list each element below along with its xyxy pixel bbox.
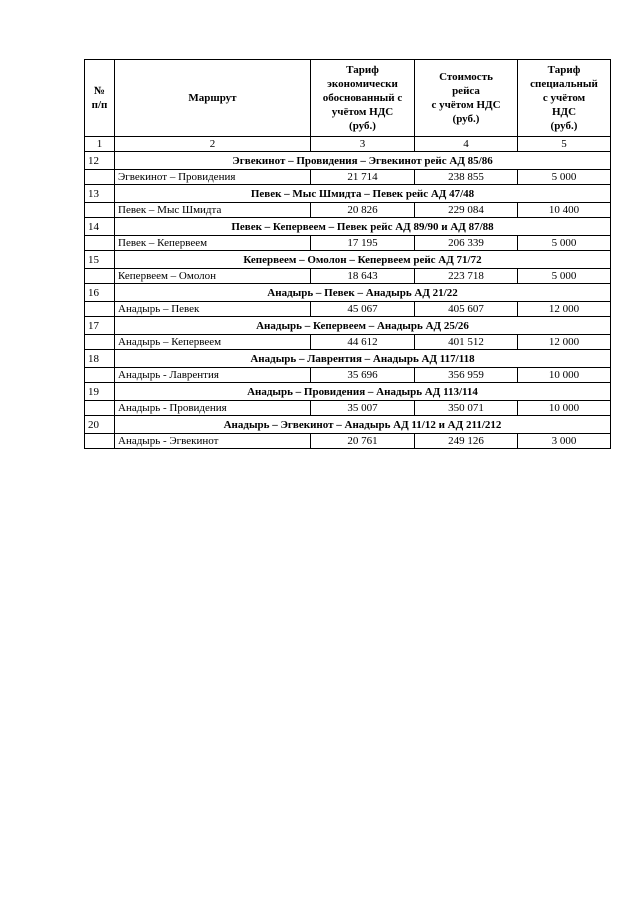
tariff-special: 12 000 <box>518 302 611 317</box>
header-text-line: Тариф <box>547 64 581 76</box>
row-number: 16 <box>85 284 115 302</box>
row-number: 20 <box>85 416 115 434</box>
route-heading-row <box>85 185 611 203</box>
flight-cost: 405 607 <box>415 302 518 317</box>
route-heading-row <box>85 251 611 269</box>
table-row <box>85 302 611 317</box>
row-number: 19 <box>85 383 115 401</box>
route-heading-row <box>85 152 611 170</box>
header-text-line: рейса <box>452 85 480 97</box>
header-row <box>85 60 611 137</box>
table-row <box>85 203 611 218</box>
row-number: 13 <box>85 185 115 203</box>
column-number: 1 <box>85 137 115 152</box>
flight-cost: 206 339 <box>415 236 518 251</box>
empty-cell <box>85 170 115 185</box>
route-title: Эгвекинот – Провидения – Эгвекинот рейс АД 85/86 <box>115 152 611 170</box>
empty-cell <box>85 335 115 350</box>
route-heading-row <box>85 317 611 335</box>
route-title: Анадырь – Певек – Анадырь АД 21/22 <box>115 284 611 302</box>
tariff-economic: 17 195 <box>311 236 415 251</box>
header-text-line: Стоимость <box>439 71 493 83</box>
flight-cost: 238 855 <box>415 170 518 185</box>
table-row <box>85 269 611 284</box>
column-number: 4 <box>415 137 518 152</box>
route-name: Певек – Кепервеем <box>115 236 311 251</box>
header-text-line: № <box>93 85 106 97</box>
route-title: Анадырь – Кепервеем – Анадырь АД 25/26 <box>115 317 611 335</box>
flight-cost: 249 126 <box>415 434 518 449</box>
tariff-special: 5 000 <box>518 236 611 251</box>
tariff-economic: 44 612 <box>311 335 415 350</box>
header-text-line: Тариф <box>346 64 379 76</box>
header-text-line: с учётом <box>542 92 586 104</box>
header-flight-cost <box>415 60 518 137</box>
row-number: 14 <box>85 218 115 236</box>
column-number: 5 <box>518 137 611 152</box>
flight-cost: 229 084 <box>415 203 518 218</box>
tariff-economic: 35 007 <box>311 401 415 416</box>
row-number: 18 <box>85 350 115 368</box>
empty-cell <box>85 302 115 317</box>
header-text-line: обоснованный с <box>322 92 403 104</box>
route-heading-row <box>85 284 611 302</box>
flight-cost: 223 718 <box>415 269 518 284</box>
header-route <box>115 60 311 137</box>
route-name: Анадырь – Кепервеем <box>115 335 311 350</box>
tariff-special: 12 000 <box>518 335 611 350</box>
header-text-line: (руб.) <box>349 120 376 132</box>
tariff-special: 5 000 <box>518 269 611 284</box>
empty-cell <box>85 236 115 251</box>
table-row <box>85 236 611 251</box>
route-heading-row <box>85 350 611 368</box>
column-number-row <box>85 137 611 152</box>
empty-cell <box>85 203 115 218</box>
table-row <box>85 434 611 449</box>
empty-cell <box>85 401 115 416</box>
route-name: Эгвекинот – Провидения <box>115 170 311 185</box>
tariff-table <box>84 59 611 449</box>
route-title: Анадырь – Эгвекинот – Анадырь АД 11/12 и АД 211/212 <box>115 416 611 434</box>
route-name: Анадырь - Лаврентия <box>115 368 311 383</box>
header-text-line: п/п <box>91 99 108 111</box>
header-text-line: Маршрут <box>188 92 237 104</box>
header-text-line: (руб.) <box>550 120 578 132</box>
route-heading-row <box>85 416 611 434</box>
tariff-economic: 20 761 <box>311 434 415 449</box>
row-number: 15 <box>85 251 115 269</box>
table-row <box>85 335 611 350</box>
header-text-line: НДС <box>551 106 577 118</box>
tariff-economic: 20 826 <box>311 203 415 218</box>
tariff-economic: 18 643 <box>311 269 415 284</box>
empty-cell <box>85 269 115 284</box>
route-name: Певек – Мыс Шмидта <box>115 203 311 218</box>
tariff-special: 10 400 <box>518 203 611 218</box>
table-row <box>85 170 611 185</box>
tariff-special: 3 000 <box>518 434 611 449</box>
empty-cell <box>85 368 115 383</box>
route-name: Анадырь - Эгвекинот <box>115 434 311 449</box>
route-title: Анадырь – Лаврентия – Анадырь АД 117/118 <box>115 350 611 368</box>
route-name: Анадырь – Певек <box>115 302 311 317</box>
header-tariff-economic <box>311 60 415 137</box>
header-text-line: (руб.) <box>452 113 480 125</box>
table-body <box>85 152 611 449</box>
route-title: Кепервеем – Омолон – Кепервеем рейс АД 71/72 <box>115 251 611 269</box>
route-title: Анадырь – Провидения – Анадырь АД 113/114 <box>115 383 611 401</box>
table-row <box>85 401 611 416</box>
header-number <box>85 60 115 137</box>
tariff-economic: 21 714 <box>311 170 415 185</box>
header-tariff-special <box>518 60 611 137</box>
row-number: 17 <box>85 317 115 335</box>
route-title: Певек – Кепервеем – Певек рейс АД 89/90 и АД 87/88 <box>115 218 611 236</box>
header-text-line: учётом НДС <box>331 106 394 118</box>
flight-cost: 356 959 <box>415 368 518 383</box>
route-title: Певек – Мыс Шмидта – Певек рейс АД 47/48 <box>115 185 611 203</box>
flight-cost: 350 071 <box>415 401 518 416</box>
empty-cell <box>85 434 115 449</box>
header-text-line: экономически <box>327 78 398 90</box>
column-number: 3 <box>311 137 415 152</box>
route-heading-row <box>85 383 611 401</box>
tariff-economic: 45 067 <box>311 302 415 317</box>
header-text-line: специальный <box>530 78 598 90</box>
row-number: 12 <box>85 152 115 170</box>
table-row <box>85 368 611 383</box>
route-heading-row <box>85 218 611 236</box>
column-number: 2 <box>115 137 311 152</box>
tariff-special: 5 000 <box>518 170 611 185</box>
route-name: Анадырь - Провидения <box>115 401 311 416</box>
tariff-special: 10 000 <box>518 368 611 383</box>
route-name: Кепервеем – Омолон <box>115 269 311 284</box>
flight-cost: 401 512 <box>415 335 518 350</box>
tariff-economic: 35 696 <box>311 368 415 383</box>
header-text-line: с учётом НДС <box>431 99 501 111</box>
tariff-special: 10 000 <box>518 401 611 416</box>
